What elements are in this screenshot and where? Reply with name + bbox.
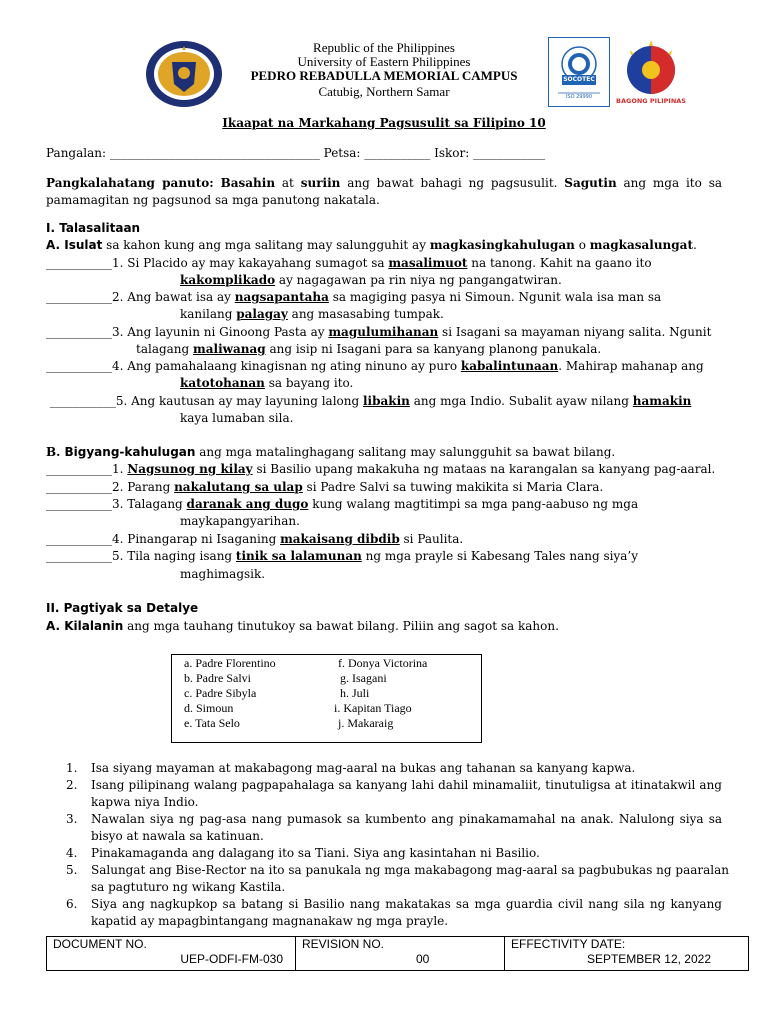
footer-doc-cell (47, 937, 296, 970)
s1a-item-5[interactable]: ___________5. Ang kautusan ay may layuning lalong libakin ang mga Indio. Subalit ayaw nilang hamakin (46, 394, 692, 408)
footer-doc-label: DOCUMENT NO. (53, 937, 147, 951)
choice-item: a. Padre Florentino (184, 656, 276, 670)
section1-heading: I. Talasalitaan (46, 221, 141, 235)
s1a-item-2[interactable]: ___________2. Ang bawat isa ay nagsapantaha sa magiging pasya ni Simoun. Ngunit wala isa man sa (46, 290, 662, 304)
cert-iso: ISO 29990 (565, 94, 593, 100)
choice-item: d. Simoun (184, 701, 234, 715)
s1a-item-5-cont: kaya lumaban sila. (180, 411, 294, 425)
score-blank[interactable]: ____________ (473, 146, 546, 160)
choices-box (171, 654, 482, 743)
list-item: 4. Pinakamaganda ang dalagang ito sa Tiani. Siya ang kasintahan ni Basilio. (66, 846, 540, 860)
choice-item: c. Padre Sibyla (184, 686, 257, 700)
date-label: Petsa: (319, 146, 365, 160)
student-info-line (46, 146, 545, 160)
s1a-item-4[interactable]: ___________4. Ang pamahalaang kinagisnan ng ating ninuno ay puro kabalintunaan. Mahirap mahanap ang (46, 359, 704, 373)
footer-rev-cell (296, 937, 505, 970)
choice-item: e. Tata Selo (184, 716, 240, 730)
footer-eff-cell (505, 937, 747, 970)
choices-left-column (184, 656, 276, 731)
s1b-item-1[interactable]: ___________1. Nagsunog ng kilay si Basilio upang makakuha ng mataas na karangalan sa kanyang pag-aaral. (46, 462, 716, 476)
general-instructions: Pangkalahatang panuto: Basahin at suriin ang bawat bahagi ng pagsusulit. Sagutin ang mga ito sa pamamagitan ng pagsunod sa mga panutong nakatala. (46, 176, 723, 207)
header-location: Catubig, Northern Samar (318, 84, 450, 99)
list-item: 3. Nawalan siya ng pag-asa nang pumasok sa kumbento ang pinakamamahal na anak. Nalulong siya sa bisyo at nawala sa katinuan. (66, 812, 722, 843)
choice-item: i. Kapitan Tiago (334, 701, 412, 715)
s1a-item-3[interactable]: ___________3. Ang layunin ni Ginoong Pasta ay magulumihanan si Isagani sa mayaman niyang salita. Ngunit (46, 325, 712, 339)
section2-items (66, 760, 729, 930)
choice-item: b. Padre Salvi (184, 671, 251, 685)
list-item: 2. Isang pilipinang walang pagpapahalaga sa kanyang lahi dahil minamaliit, tinutuligsa at itinatakwil ang kapwa niya Indio. (66, 778, 722, 809)
header-campus: PEDRO REBADULLA MEMORIAL CAMPUS (250, 68, 518, 83)
footer-eff-label: EFFECTIVITY DATE: (511, 937, 626, 951)
section1-b-instructions: B. Bigyang-kahulugan ang mga matalinghagang salitang may salungguhit sa bawat bilang. (46, 445, 616, 459)
choice-item: h. Juli (340, 686, 370, 700)
footer-rev-value: 00 (416, 952, 430, 966)
header-republic: Republic of the Philippines (313, 40, 455, 55)
choices-right-column (334, 656, 428, 731)
footer-eff-value: SEPTEMBER 12, 2022 (586, 952, 711, 966)
name-blank[interactable]: ___________________________________ (109, 146, 320, 160)
choice-item: j. Makaraig (338, 716, 394, 730)
bagong-pilipinas-text: BAGONG PILIPINAS (616, 97, 686, 105)
choice-item: f. Donya Victorina (338, 656, 428, 670)
footer-doc-value: UEP-ODFI-FM-030 (180, 952, 283, 966)
instructions-line2: pamamagitan ng pagsunod sa mga panutong nakatala. (46, 193, 380, 207)
cert-name: SOCOTEC (563, 76, 595, 83)
section2-a-instructions: A. Kilalanin ang mga tauhang tinutukoy sa bawat bilang. Piliin ang sagot sa kahon. (46, 619, 559, 633)
s1a-item-1-cont: kakomplikado ay nagagawan pa rin niya ng pangangatwiran. (180, 273, 562, 287)
score-label: Iskor: (430, 146, 474, 160)
name-label: Pangalan: (46, 146, 110, 160)
instructions-label: Pangkalahatang panuto: (46, 176, 214, 190)
list-item: 1. Isa siyang mayaman at makabagong mag-aaral na bukas ang tahanan sa kanyang kapwa. (66, 761, 636, 775)
s1a-item-1[interactable]: ___________1. Si Placido ay may kakayahang sumagot sa masalimuot na tanong. Kahit na gaano ito (46, 256, 652, 270)
list-item: 6. Siya ang nagkupkop sa batang si Basilio nang makatakas sa mga guardia civil nang sila ng kanyang kapatid ay mapagbintangang magnanakaw ng mga prayle. (66, 897, 722, 928)
s1b-item-5-cont: maghimagsik. (180, 567, 266, 581)
s1b-item-5[interactable]: ___________5. Tila naging isang tinik sa lalamunan ng mga prayle si Kabesang Tales nang siya’y (46, 549, 639, 563)
s1b-item-3[interactable]: ___________3. Talagang daranak ang dugo kung walang magtitimpi sa mga pang-aabuso ng mga (46, 497, 639, 511)
s1b-item-2[interactable]: ___________2. Parang nakalutang sa ulap si Padre Salvi sa tuwing makikita si Maria Clara. (46, 480, 604, 494)
s1b-item-3-cont: maykapangyarihan. (180, 514, 300, 528)
section2-heading: II. Pagtiyak sa Detalye (46, 601, 199, 615)
choice-item: g. Isagani (340, 671, 387, 685)
header-university: University of Eastern Philippines (297, 54, 471, 69)
footer-rev-label: REVISION NO. (302, 937, 385, 951)
s1a-item-3-cont: talagang maliwanag ang isip ni Isagani para sa kanyang planong panukala. (136, 342, 602, 356)
document-footer (46, 936, 749, 971)
section1-a-instructions: A. Isulat sa kahon kung ang mga salitang may salungguhit ay magkasingkahulugan o magkasalungat. (46, 238, 697, 252)
s1a-item-4-cont: katotohanan sa bayang ito. (180, 376, 354, 390)
exam-title: Ikaapat na Markahang Pagsusulit sa Filipino 10 (222, 116, 546, 130)
s1a-item-2-cont: kanilang palagay ang masasabing tumpak. (180, 307, 444, 321)
s1b-item-4[interactable]: ___________4. Pinangarap ni Isaganing makaisang dibdib si Paulita. (46, 532, 464, 546)
date-blank[interactable]: ___________ (364, 146, 431, 160)
list-item: 5. Salungat ang Bise-Rector na ito sa panukala ng mga makabagong mag-aaral sa pagbubukas ng paaralan sa pagtuturo ng wikang Kastila. (66, 863, 729, 894)
